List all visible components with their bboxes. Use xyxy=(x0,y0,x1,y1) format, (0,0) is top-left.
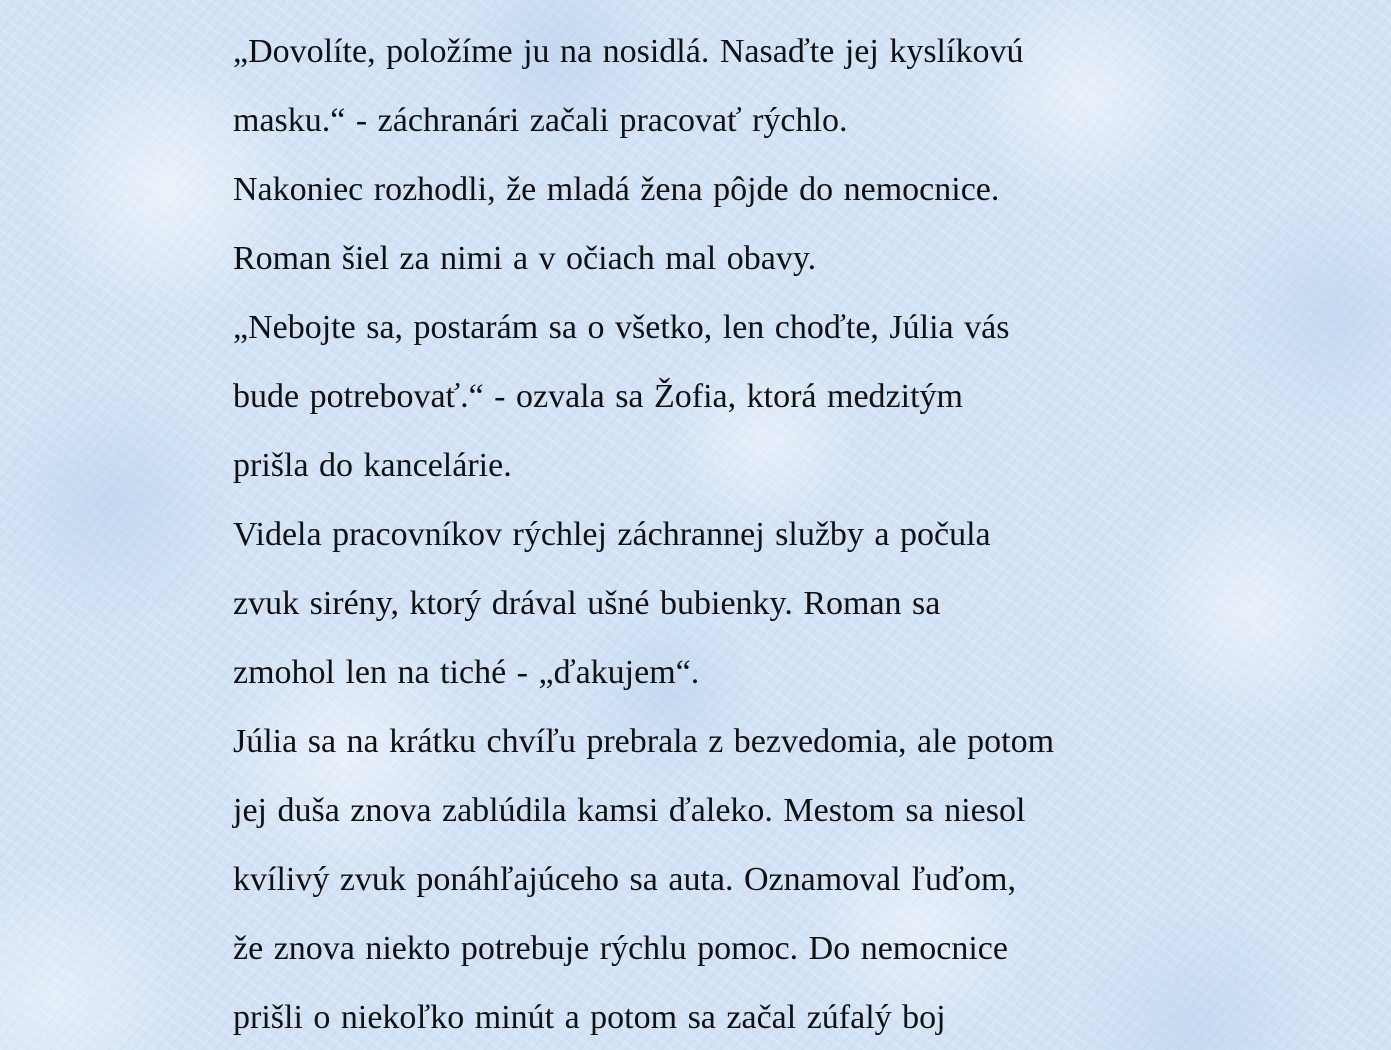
text-line-13: kvílivý zvuk ponáhľajúceho sa auta. Oznamoval ľuďom, xyxy=(233,861,1016,898)
text-line-10: zmohol len na tiché - „ďakujem“. xyxy=(233,654,700,691)
story-text xyxy=(233,17,1233,1050)
text-line-2: masku.“ - záchranári začali pracovať rýchlo. xyxy=(233,102,848,139)
text-line-3: Nakoniec rozhodli, že mladá žena pôjde do nemocnice. xyxy=(233,171,1000,208)
text-line-5: „Nebojte sa, postarám sa o všetko, len choďte, Júlia vás xyxy=(233,309,1010,346)
text-line-7: prišla do kancelárie. xyxy=(233,447,512,484)
text-line-12: jej duša znova zablúdila kamsi ďaleko. Mestom sa niesol xyxy=(233,792,1026,829)
text-line-8: Videla pracovníkov rýchlej záchrannej služby a počula xyxy=(233,516,991,553)
text-line-11: Júlia sa na krátku chvíľu prebrala z bezvedomia, ale potom xyxy=(233,723,1055,760)
text-line-1: „Dovolíte, položíme ju na nosidlá. Nasaďte jej kyslíkovú xyxy=(233,33,1024,70)
text-line-6: bude potrebovať.“ - ozvala sa Žofia, ktorá medzitým xyxy=(233,378,963,415)
text-line-9: zvuk sirény, ktorý drával ušné bubienky. Roman sa xyxy=(233,585,941,622)
text-line-14: že znova niekto potrebuje rýchlu pomoc. Do nemocnice xyxy=(233,930,1008,967)
text-line-15: prišli o niekoľko minút a potom sa začal zúfalý boj xyxy=(233,999,946,1036)
text-line-4: Roman šiel za nimi a v očiach mal obavy. xyxy=(233,240,817,277)
